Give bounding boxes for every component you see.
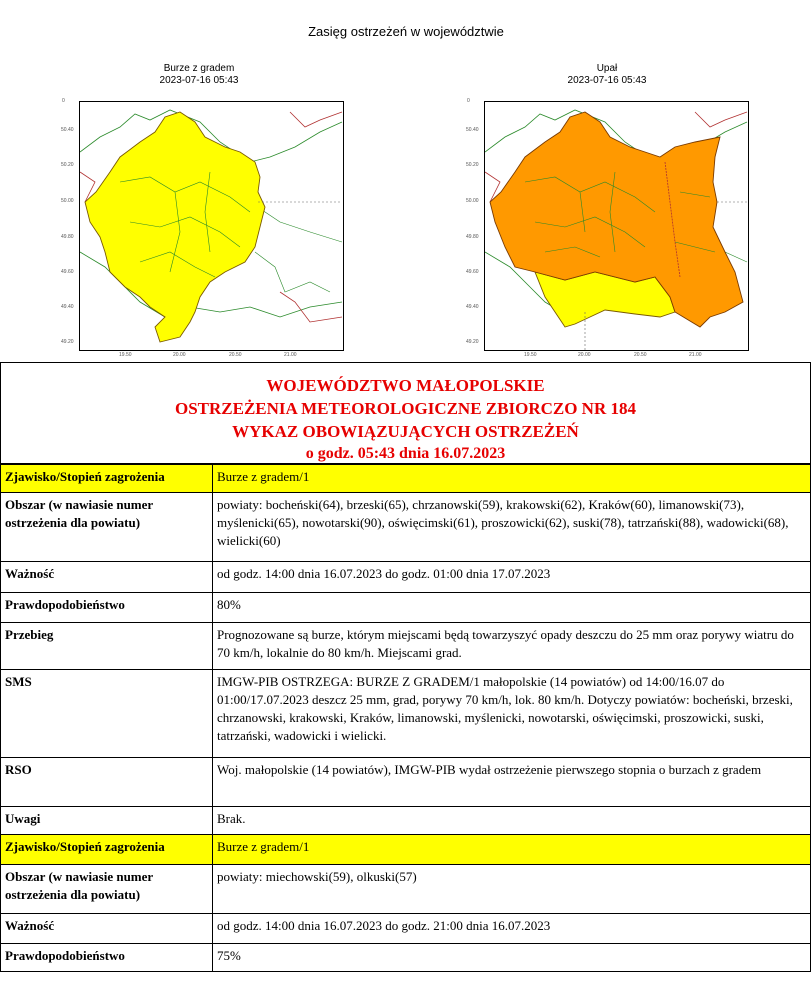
table-row <box>1 593 811 623</box>
page-title: Zasięg ostrzeżeń w województwie <box>308 24 504 39</box>
y-tick: 49.40 <box>466 304 479 310</box>
x-tick: 19.50 <box>524 352 537 358</box>
y-tick: 50.40 <box>61 127 74 133</box>
map-title: Burze z gradem <box>163 63 235 74</box>
row-value: Woj. małopolskie (14 powiatów), IMGW-PIB wydał ostrzeżenie pierwszego stopnia o burzach z gradem <box>213 758 811 807</box>
map-heat <box>484 101 749 351</box>
row-label: Obszar (w nawiasie numer ostrzeżenia dla powiatu) <box>1 865 213 914</box>
table-row <box>1 562 811 593</box>
row-value: 75% <box>213 944 811 972</box>
x-tick: 20.50 <box>634 352 647 358</box>
header-line-2: OSTRZEŻENIA METEOROLOGICZNE ZBIORCZO NR 184 <box>175 399 636 418</box>
header-line-1: WOJEWÓDZTWO MAŁOPOLSKIE <box>266 376 545 395</box>
map-datetime: 2023-07-16 05:43 <box>159 75 239 86</box>
y-tick-corner: 0 <box>467 98 470 104</box>
map-storms-svg <box>80 102 343 350</box>
y-tick: 49.20 <box>61 339 74 345</box>
x-tick: 20.00 <box>578 352 591 358</box>
table-row <box>1 623 811 670</box>
row-value: Prognozowane są burze, którym miejscami będą towarzyszyć opady deszczu do 25 mm oraz porywy wiatru do 70 km/h, lokalnie do 80 km/h. Miejscami grad. <box>213 623 811 670</box>
table-row <box>1 944 811 972</box>
x-tick: 20.00 <box>173 352 186 358</box>
y-tick: 49.20 <box>466 339 479 345</box>
y-tick: 50.00 <box>61 198 74 204</box>
table-row <box>1 758 811 807</box>
map-caption-heat <box>507 63 707 87</box>
row-label: Obszar (w nawiasie numer ostrzeżenia dla powiatu) <box>1 493 213 562</box>
map-caption-storms <box>99 63 299 87</box>
header-line-3: WYKAZ OBOWIĄZUJĄCYCH OSTRZEŻEŃ <box>232 422 579 441</box>
y-tick: 49.60 <box>61 269 74 275</box>
y-tick: 50.20 <box>466 162 479 168</box>
y-tick: 50.40 <box>466 127 479 133</box>
row-label: Prawdopodobieństwo <box>1 593 213 623</box>
y-tick: 49.40 <box>61 304 74 310</box>
table-row <box>1 865 811 914</box>
table-row <box>1 493 811 562</box>
row-label: SMS <box>1 670 213 758</box>
table-row <box>1 835 811 865</box>
row-label: Prawdopodobieństwo <box>1 944 213 972</box>
y-tick: 49.80 <box>61 234 74 240</box>
row-label: Przebieg <box>1 623 213 670</box>
x-tick: 21.00 <box>284 352 297 358</box>
y-tick: 50.20 <box>61 162 74 168</box>
row-label: RSO <box>1 758 213 807</box>
table-row <box>1 914 811 944</box>
row-value: powiaty: bocheński(64), brzeski(65), chrzanowski(59), krakowski(62), Kraków(60), limanowski(73), myślenicki(65), nowotarski(90), oświęcimski(61), proszowicki(62), suski(78), tatrzański(88), wadowicki(68), wielicki(60) <box>213 493 811 562</box>
x-tick: 21.00 <box>689 352 702 358</box>
row-value: Burze z gradem/1 <box>213 465 811 493</box>
y-tick-corner: 0 <box>62 98 65 104</box>
row-value: 80% <box>213 593 811 623</box>
row-label: Zjawisko/Stopień zagrożenia <box>1 465 213 493</box>
warning-header <box>0 362 811 464</box>
table-row <box>1 670 811 758</box>
row-value: powiaty: miechowski(59), olkuski(57) <box>213 865 811 914</box>
row-label: Zjawisko/Stopień zagrożenia <box>1 835 213 865</box>
map-heat-svg <box>485 102 748 350</box>
region-fill-heat-south <box>535 272 675 327</box>
map-title: Upał <box>596 63 618 74</box>
map-datetime: 2023-07-16 05:43 <box>567 75 647 86</box>
y-tick: 50.00 <box>466 198 479 204</box>
row-value: Burze z gradem/1 <box>213 835 811 865</box>
row-value: od godz. 14:00 dnia 16.07.2023 do godz. 01:00 dnia 17.07.2023 <box>213 562 811 593</box>
y-tick: 49.80 <box>466 234 479 240</box>
map-storms <box>79 101 344 351</box>
row-label: Ważność <box>1 914 213 944</box>
table-row <box>1 807 811 835</box>
table-row <box>1 465 811 493</box>
region-fill-storms <box>85 112 265 342</box>
header-line-4: o godz. 05:43 dnia 16.07.2023 <box>305 445 506 462</box>
warnings-table <box>0 464 811 972</box>
x-tick: 20.50 <box>229 352 242 358</box>
x-tick: 19.50 <box>119 352 132 358</box>
row-value: IMGW-PIB OSTRZEGA: BURZE Z GRADEM/1 małopolskie (14 powiatów) od 14:00/16.07 do 01:00/17.07.2023 deszcz 25 mm, grad, porywy 70 km/h, lok. 80 km/h. Dotyczy powiatów: bocheński, brzeski, chrzanowski, krakowski, Kraków, limanowski, myślenicki, nowotarski, oświęcimski, proszowicki, suski, tatrzański, wadowicki i wielicki. <box>213 670 811 758</box>
y-tick: 49.60 <box>466 269 479 275</box>
row-value: od godz. 14:00 dnia 16.07.2023 do godz. 21:00 dnia 16.07.2023 <box>213 914 811 944</box>
row-value: Brak. <box>213 807 811 835</box>
row-label: Uwagi <box>1 807 213 835</box>
row-label: Ważność <box>1 562 213 593</box>
